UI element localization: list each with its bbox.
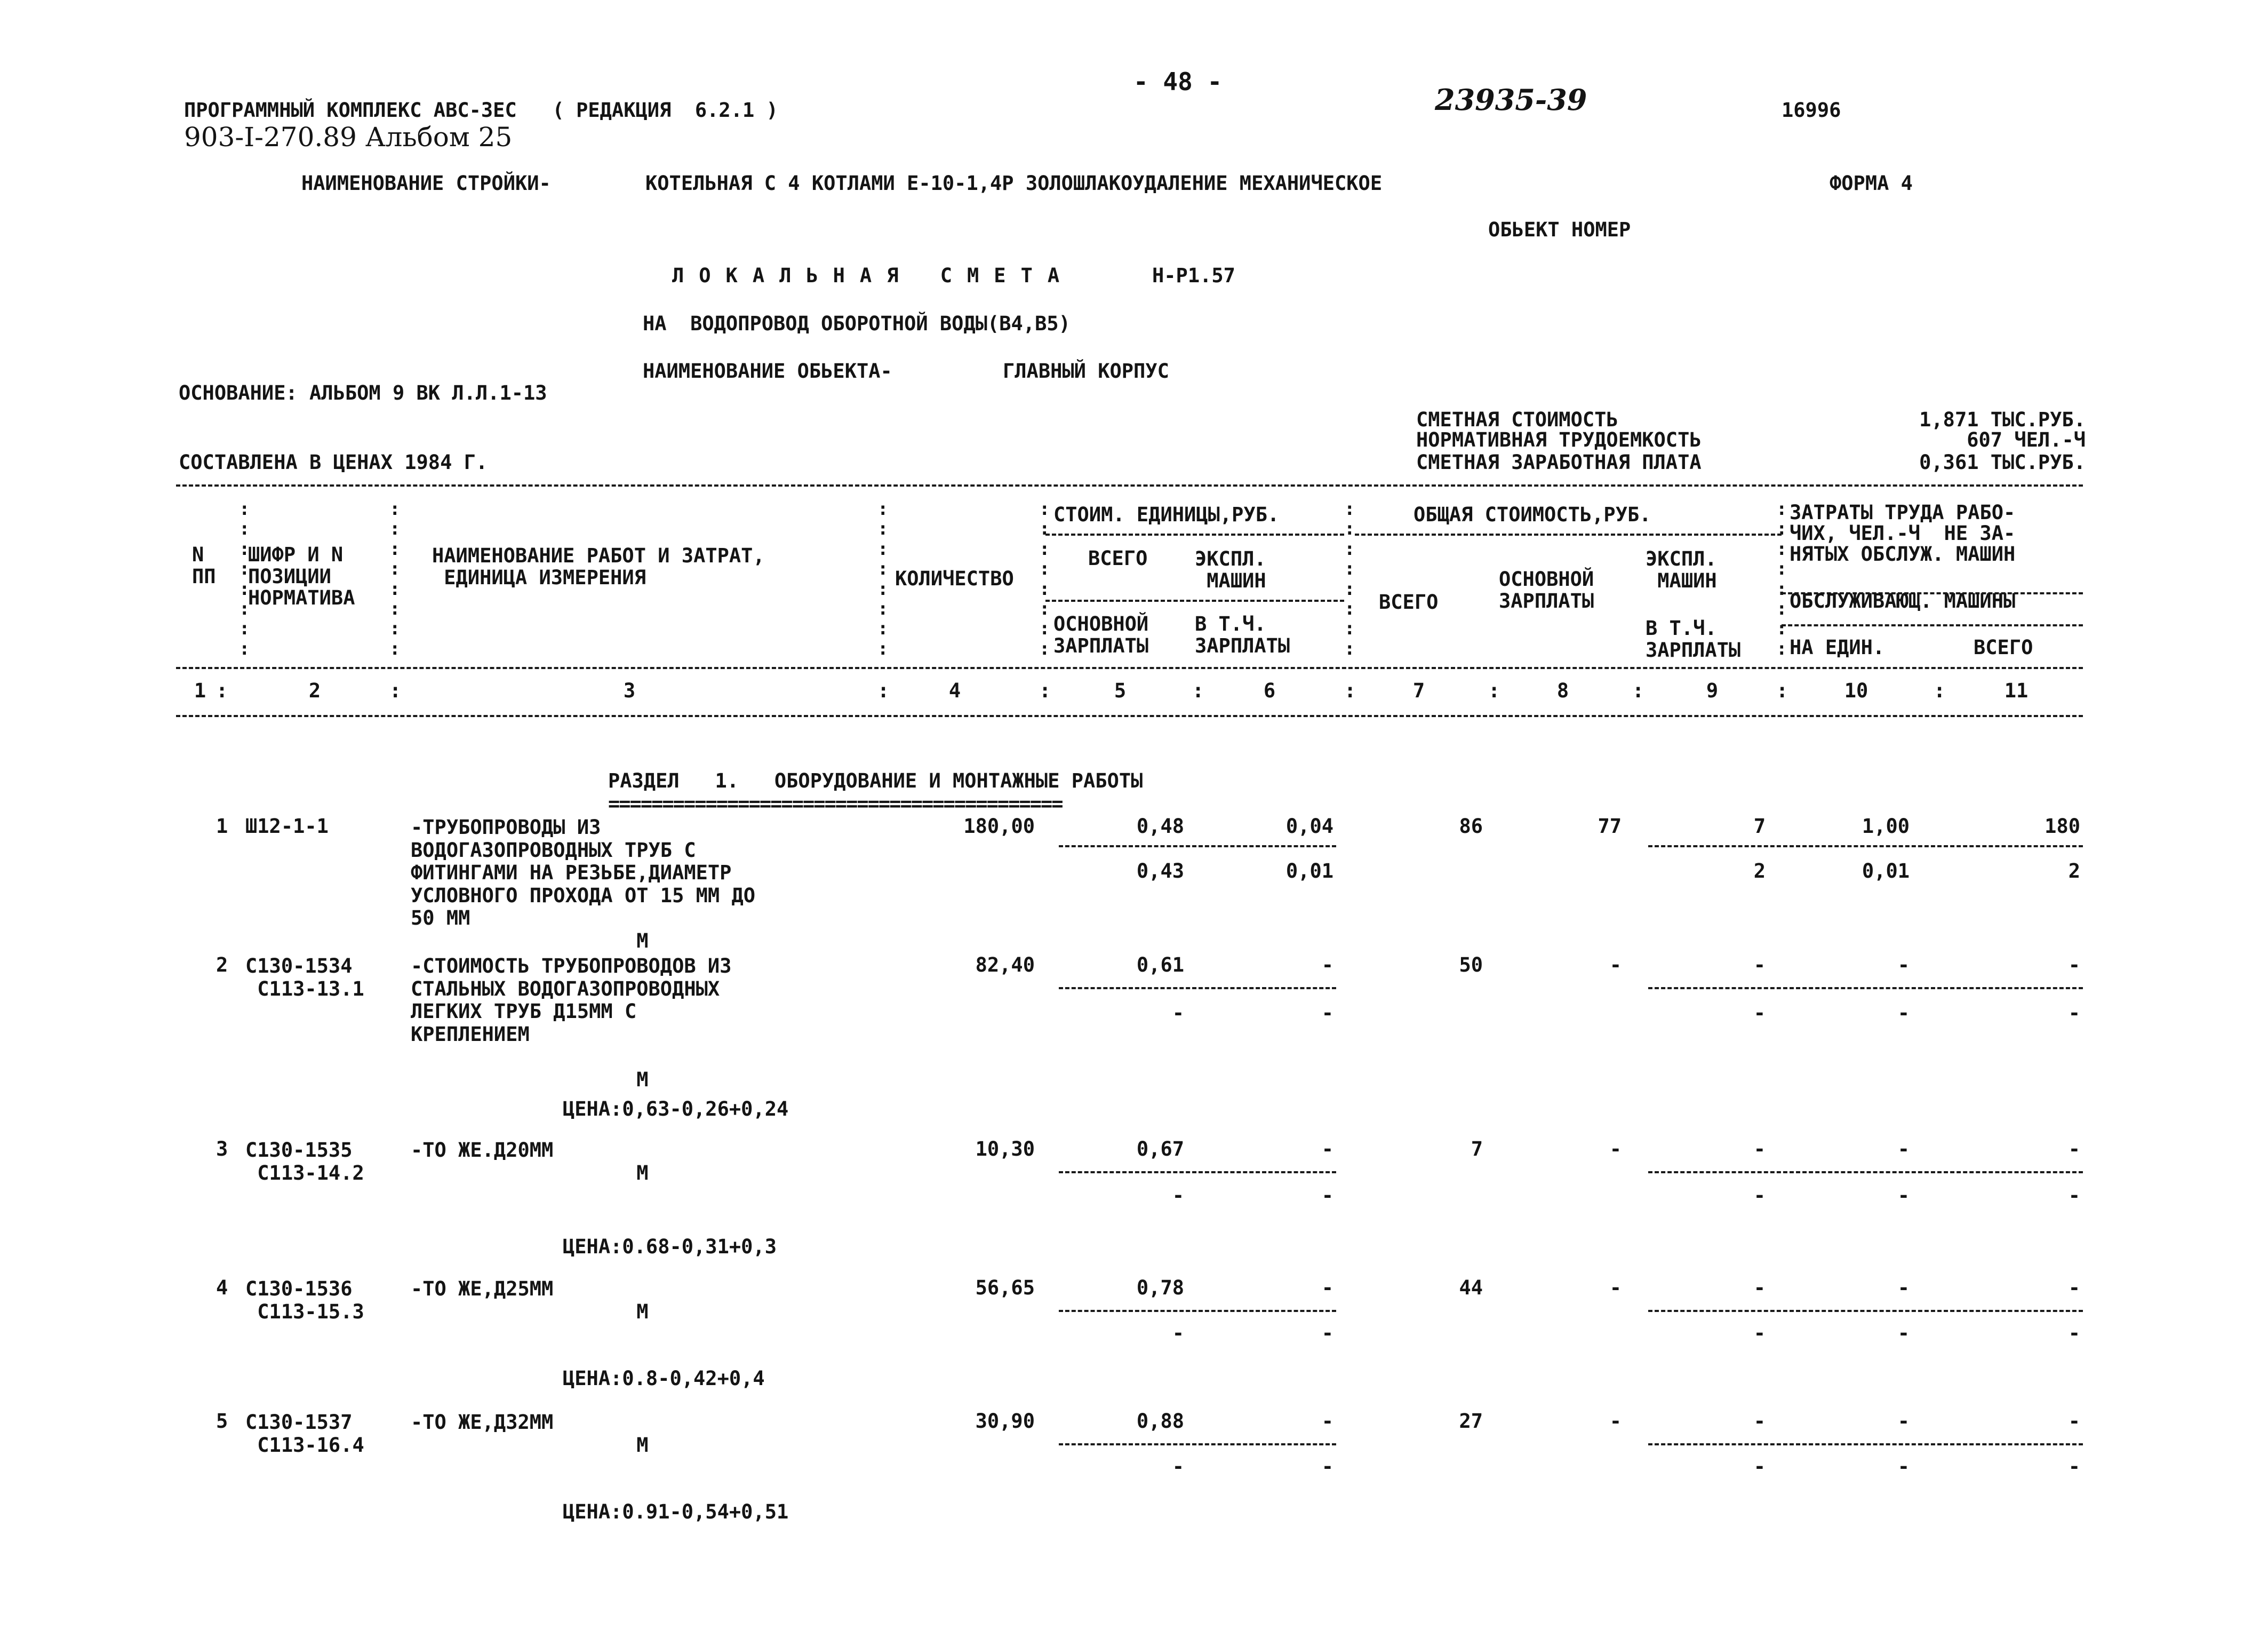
row-labor-unit-service: -: [1897, 1001, 1910, 1024]
summary-label-salary: СМЕТНАЯ ЗАРАБОТНАЯ ПЛАТА: [1416, 451, 1702, 474]
page-number: - 48 -: [1133, 67, 1223, 96]
col-header-c10: НА ЕДИН.: [1790, 636, 1885, 659]
row-price: ЦЕНА:0.91-0,54+0,51: [563, 1500, 789, 1523]
row-total: 50: [1459, 953, 1483, 976]
col-header-c8: ОСНОВНОЙ ЗАРПЛАТЫ: [1499, 568, 1594, 613]
col-number-separators: :: [1632, 679, 1644, 702]
row-labor-total: 180: [2045, 815, 2080, 838]
row-qty: 56,65: [975, 1276, 1035, 1299]
row-labor-unit: -: [1897, 953, 1910, 976]
construction-label: НАИМЕНОВАНИЕ СТРОЙКИ-: [301, 172, 551, 195]
row-labor-unit-service: -: [1897, 1322, 1910, 1345]
col-header-name: НАИМЕНОВАНИЕ РАБОТ И ЗАТРАТ, ЕДИНИЦА ИЗМЕРЕНИЯ: [432, 544, 765, 589]
row-number: 1: [216, 815, 228, 838]
row-unit-machine-salary: -: [1321, 1184, 1333, 1207]
row-unit-total: 0,88: [1136, 1410, 1184, 1433]
row-unit-total: 0,48: [1136, 815, 1184, 838]
row-labor-unit-service: -: [1897, 1184, 1910, 1207]
row-labor-total: -: [2068, 1138, 2080, 1160]
col-number-separators: :: [1776, 679, 1788, 702]
col-number: 11: [2004, 679, 2029, 702]
row-qty: 82,40: [975, 953, 1035, 976]
row-divider: [1648, 1171, 2083, 1173]
album-line: 903-I-270.89 Альбом 25: [184, 122, 513, 153]
row-divider: [1648, 987, 2083, 989]
row-unit-salary: -: [1172, 1184, 1184, 1207]
col-number: 9: [1706, 679, 1719, 702]
row-total-machines: -: [1753, 1138, 1766, 1160]
row-unit-machine-salary: 0,01: [1285, 860, 1333, 882]
col-header-c6-bottom: В Т.Ч. ЗАРПЛАТЫ: [1195, 613, 1290, 657]
row-divider: [1059, 845, 1336, 847]
col-header-c5-top: ВСЕГО: [1088, 547, 1148, 570]
row-labor-unit-service: 0,01: [1862, 860, 1910, 882]
row-qty: 180,00: [963, 815, 1035, 838]
row-unit-machines: -: [1321, 953, 1333, 976]
col-number-separators: :: [1934, 679, 1946, 702]
row-code: С130-1534 С113-13.1: [245, 955, 364, 1000]
summary-value-cost: 1,871 ТЫС.РУБ.: [1919, 408, 2086, 431]
row-price: ЦЕНА:0.8-0,42+0,4: [563, 1367, 765, 1390]
row-labor-total-service: -: [2068, 1455, 2080, 1478]
col-header-labor: ЗАТРАТЫ ТРУДА РАБО- ЧИХ, ЧЕЛ.-Ч НЕ ЗА- НЯТЫХ ОБСЛУЖ. МАШИН: [1790, 501, 2016, 566]
col-header-c5-bottom: ОСНОВНОЙ ЗАРПЛАТЫ: [1053, 613, 1149, 657]
row-total-salary: -: [1609, 1410, 1622, 1433]
row-total: 44: [1459, 1276, 1483, 1299]
row-labor-total: -: [2068, 953, 2080, 976]
col-number-separators: :: [216, 679, 228, 702]
col-separator: : : : : : : : :: [1776, 498, 1787, 659]
row-divider: [1648, 1310, 2083, 1312]
row-labor-unit-service: -: [1897, 1455, 1910, 1478]
row-total: 86: [1459, 815, 1483, 838]
row-divider: [1059, 1443, 1336, 1445]
row-number: 4: [216, 1276, 228, 1299]
row-name: -ТО ЖЕ,Д25ММ М: [411, 1277, 649, 1323]
col-header-qty: КОЛИЧЕСТВО: [895, 567, 1014, 590]
col-number-separators: :: [1192, 679, 1204, 702]
col-header-c7: ВСЕГО: [1379, 591, 1439, 614]
summary-label-cost: СМЕТНАЯ СТОИМОСТЬ: [1416, 408, 1618, 431]
row-divider: [1059, 987, 1336, 989]
section-underline: ==========================================: [608, 792, 1063, 815]
row-labor-total-service: -: [2068, 1322, 2080, 1345]
summary-label-labor: НОРМАТИВНАЯ ТРУДОЕМКОСТЬ: [1416, 428, 1702, 451]
row-labor-total-service: 2: [2068, 860, 2080, 882]
row-total: 7: [1471, 1138, 1483, 1160]
row-name: -СТОИМОСТЬ ТРУБОПРОВОДОВ ИЗ СТАЛЬНЫХ ВОДОГАЗОПРОВОДНЫХ ЛЕГКИХ ТРУБ Д15ММ С КРЕПЛЕНИЕМ М: [411, 955, 732, 1091]
row-name: -ТРУБОПРОВОДЫ ИЗ ВОДОГАЗОПРОВОДНЫХ ТРУБ С ФИТИНГАМИ НА РЕЗЬБЕ,ДИАМЕТР УСЛОВНОГО ПРОХОДА ОТ 15 ММ ДО 50 ММ М: [411, 816, 756, 952]
row-price: ЦЕНА:0.68-0,31+0,3: [563, 1235, 777, 1258]
row-labor-unit: -: [1897, 1410, 1910, 1433]
row-total-machine-salary: -: [1753, 1184, 1766, 1207]
row-unit-machine-salary: -: [1321, 1455, 1333, 1478]
row-code: Ш12-1-1: [245, 815, 329, 838]
row-price: ЦЕНА:0,63-0,26+0,24: [563, 1098, 789, 1120]
row-unit-salary: 0,43: [1136, 860, 1184, 882]
prices-year: СОСТАВЛЕНА В ЦЕНАХ 1984 Г.: [179, 451, 488, 474]
row-total-salary: 77: [1598, 815, 1622, 838]
table-top-rule: [176, 484, 2083, 487]
form-label: ФОРМА 4: [1830, 172, 1913, 195]
row-name: -ТО ЖЕ,Д32ММ М: [411, 1411, 649, 1457]
col-number: 10: [1844, 679, 1868, 702]
row-unit-total: 0,67: [1136, 1138, 1184, 1160]
estimate-subject: НА ВОДОПРОВОД ОБОРОТНОЙ ВОДЫ(В4,В5): [643, 312, 1071, 335]
row-labor-unit: -: [1897, 1276, 1910, 1299]
document-code: 16996: [1782, 99, 1841, 122]
row-labor-total: -: [2068, 1276, 2080, 1299]
col-header-unit-cost: СТОИМ. ЕДИНИЦЫ,РУБ.: [1053, 503, 1280, 526]
col-number: 1: [194, 679, 206, 702]
row-name: -ТО ЖЕ.Д20ММ М: [411, 1139, 649, 1184]
col-number: 6: [1263, 679, 1276, 702]
row-unit-total: 0,78: [1136, 1276, 1184, 1299]
row-total-salary: -: [1609, 1138, 1622, 1160]
unit-cost-divider-2: [1045, 600, 1344, 602]
row-total-machines: 7: [1753, 815, 1766, 838]
row-total-machine-salary: -: [1753, 1001, 1766, 1024]
object-number-label: ОБЬЕКТ НОМЕР: [1488, 218, 1631, 241]
row-unit-machine-salary: -: [1321, 1001, 1333, 1024]
row-number: 5: [216, 1410, 228, 1433]
col-separator: : : : : : : : :: [877, 498, 889, 659]
col-number: 8: [1556, 679, 1569, 702]
row-total-machines: -: [1753, 1276, 1766, 1299]
row-unit-machines: -: [1321, 1138, 1333, 1160]
col-separator: : : : : : : : :: [389, 498, 401, 659]
col-number: 3: [623, 679, 636, 702]
row-code: С130-1536 С113-15.3: [245, 1277, 364, 1323]
row-total-machine-salary: -: [1753, 1455, 1766, 1478]
col-header-c6-top: ЭКСПЛ. МАШИН: [1195, 547, 1266, 592]
row-total-machines: -: [1753, 953, 1766, 976]
row-total: 27: [1459, 1410, 1483, 1433]
col-header-c11: ВСЕГО: [1974, 636, 2033, 659]
row-total-salary: -: [1609, 953, 1622, 976]
row-total-salary: -: [1609, 1276, 1622, 1299]
handwritten-number: 23935-39: [1435, 83, 1587, 117]
row-unit-salary: -: [1172, 1001, 1184, 1024]
summary-value-labor: 607 ЧЕЛ.-Ч: [1967, 428, 2086, 451]
row-qty: 30,90: [975, 1410, 1035, 1433]
row-total-machines: -: [1753, 1410, 1766, 1433]
col-header-n: N ПП: [192, 543, 216, 588]
basis-line: ОСНОВАНИЕ: АЛЬБОМ 9 ВК Л.Л.1-13: [179, 381, 547, 404]
total-cost-divider: [1355, 534, 1782, 536]
col-number-separators: :: [877, 679, 890, 702]
estimate-number: Н-Р1.57: [1152, 264, 1235, 287]
col-number: 7: [1412, 679, 1425, 702]
col-number: 5: [1114, 679, 1127, 702]
col-header-labor-service: ОБСЛУЖИВАЮЩ. МАШИНЫ: [1790, 590, 2016, 613]
section-title: РАЗДЕЛ 1. ОБОРУДОВАНИЕ И МОНТАЖНЫЕ РАБОТЫ: [608, 769, 1143, 792]
numbers-bottom-rule: [176, 715, 2083, 717]
labor-divider-2: [1782, 624, 2083, 626]
col-number-separators: :: [1039, 679, 1051, 702]
program-line: ПРОГРАММНЫЙ КОМПЛЕКС АВС-3ЕС ( РЕДАКЦИЯ 6.2.1 ): [184, 99, 778, 122]
row-unit-machines: -: [1321, 1410, 1333, 1433]
col-separator: : : : : : : : :: [239, 498, 250, 659]
col-header-c9-bottom: В Т.Ч. ЗАРПЛАТЫ: [1646, 617, 1741, 662]
col-number-separators: :: [1344, 679, 1356, 702]
row-qty: 10,30: [975, 1138, 1035, 1160]
row-unit-machine-salary: -: [1321, 1322, 1333, 1345]
row-code: С130-1537 С113-16.4: [245, 1411, 364, 1457]
col-header-total-cost: ОБЩАЯ СТОИМОСТЬ,РУБ.: [1413, 503, 1651, 526]
row-labor-total-service: -: [2068, 1184, 2080, 1207]
row-labor-unit: -: [1897, 1138, 1910, 1160]
object-name-label: НАИМЕНОВАНИЕ ОБЬЕКТА-: [643, 360, 892, 383]
col-separator: : : : : : : : :: [1344, 498, 1355, 659]
col-number-separators: :: [389, 679, 402, 702]
row-unit-machines: -: [1321, 1276, 1333, 1299]
object-name: ГЛАВНЫЙ КОРПУС: [1003, 360, 1169, 383]
row-divider: [1059, 1171, 1336, 1173]
row-total-machine-salary: 2: [1753, 860, 1766, 882]
row-code: С130-1535 С113-14.2: [245, 1139, 364, 1184]
col-header-c9: ЭКСПЛ. МАШИН: [1646, 547, 1717, 592]
row-total-machine-salary: -: [1753, 1322, 1766, 1345]
row-unit-salary: -: [1172, 1322, 1184, 1345]
row-labor-total-service: -: [2068, 1001, 2080, 1024]
construction-name: КОТЕЛЬНАЯ С 4 КОТЛАМИ Е-10-1,4Р ЗОЛОШЛАКОУДАЛЕНИЕ МЕХАНИЧЕСКОЕ: [645, 172, 1383, 195]
row-divider: [1648, 845, 2083, 847]
summary-value-salary: 0,361 ТЫС.РУБ.: [1919, 451, 2086, 474]
col-number-separators: :: [1488, 679, 1500, 702]
col-number: 4: [948, 679, 961, 702]
row-unit-machines: 0,04: [1285, 815, 1333, 838]
row-number: 3: [216, 1138, 228, 1160]
header-bottom-rule: [176, 667, 2083, 669]
row-divider: [1059, 1310, 1336, 1312]
row-number: 2: [216, 953, 228, 976]
estimate-title: ЛОКАЛЬНАЯ СМЕТА: [672, 264, 1075, 287]
row-labor-unit: 1,00: [1862, 815, 1910, 838]
unit-cost-divider: [1045, 534, 1344, 536]
row-labor-total: -: [2068, 1410, 2080, 1433]
row-unit-salary: -: [1172, 1455, 1184, 1478]
col-number: 2: [308, 679, 321, 702]
row-unit-total: 0,61: [1136, 953, 1184, 976]
col-separator: : : : : : : : :: [1039, 498, 1050, 659]
col-header-code: ШИФР И N ПОЗИЦИИ НОРМАТИВА: [248, 543, 355, 610]
row-divider: [1648, 1443, 2083, 1445]
